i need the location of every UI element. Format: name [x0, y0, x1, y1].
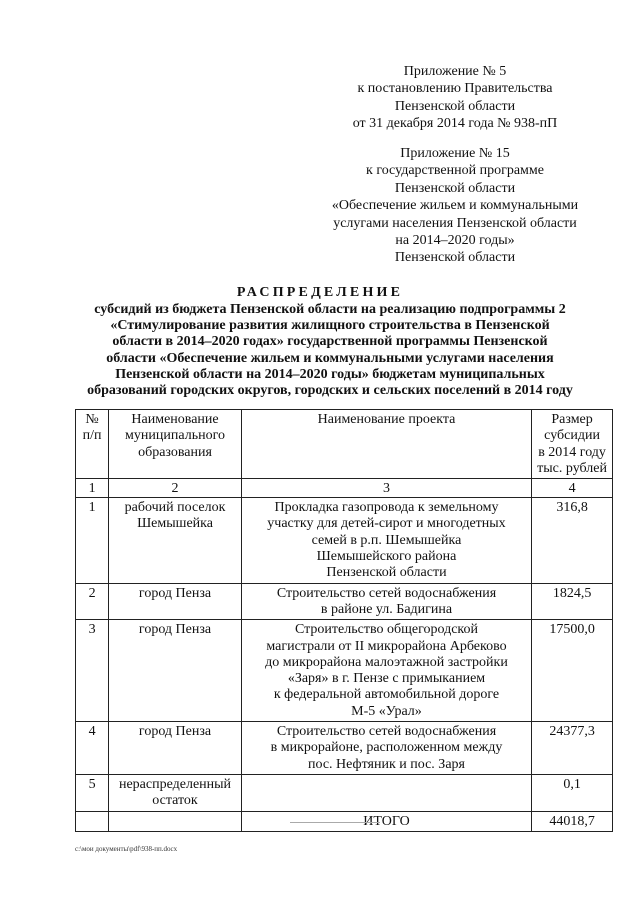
cell-line: до микрорайона малоэтажной застройки [265, 654, 508, 670]
cell-line: город Пенза [138, 585, 212, 601]
header-text: субсидии [544, 428, 600, 444]
header-text: Размер [551, 412, 593, 427]
table-row [76, 498, 613, 583]
row-amount: 0,1 [532, 774, 613, 811]
cell-line: пос. Нефтяник и пос. Заря [307, 756, 465, 772]
row-amount: 316,8 [532, 498, 613, 583]
row-municipality [109, 620, 242, 722]
annex-line: от 31 декабря 2014 года № 938-пП [352, 116, 558, 132]
row-municipality [109, 774, 242, 811]
row-municipality [109, 498, 242, 583]
annex-line: к постановлению Правительства [357, 81, 553, 97]
annex-line: Пензенской области [394, 250, 516, 266]
annex-line: Приложение № 5 [403, 64, 507, 79]
document-title: РАСПРЕДЕЛЕНИЕ [236, 285, 404, 300]
header-text: в 2014 году [538, 444, 606, 460]
header-text: Наименование проекта [317, 412, 456, 427]
row-project [241, 583, 531, 620]
cell-line: магистрали от II микрорайона Арбеково [266, 638, 507, 654]
column-index: 1 [76, 479, 109, 498]
subsidy-table [75, 409, 613, 832]
cell-line: «Заря» в г. Пензе с примыканием [287, 671, 486, 687]
header-text: Наименование [131, 412, 219, 427]
document-subtitle [70, 302, 590, 399]
header-project [241, 410, 531, 479]
file-path: c:\мои документы\pdf\938-пп.docx [75, 845, 178, 853]
row-project [241, 498, 531, 583]
row-project [241, 722, 531, 775]
annex-line: «Обеспечение жильем и коммунальными [331, 198, 579, 214]
table-header-row [76, 410, 613, 479]
cell-line: город Пенза [138, 622, 212, 638]
row-num: 2 [76, 583, 109, 620]
header-text: № [85, 412, 99, 427]
subtitle-line: Пензенской области на 2014–2020 годы» бюджетам муниципальных [115, 366, 545, 382]
cell-line: Прокладка газопровода к земельному [274, 500, 499, 516]
cell-line: в микрорайоне, расположенном между [270, 740, 503, 756]
cell-line: Шемышейка [137, 516, 213, 532]
header-text: образования [138, 444, 212, 460]
header-text: п/п [82, 428, 102, 444]
subtitle-line: субсидий из бюджета Пензенской области на реализацию подпрограммы 2 [94, 302, 566, 317]
cell-line: участку для детей-сирот и многодетных [267, 516, 506, 532]
row-project [241, 774, 531, 811]
header-text: муниципального [125, 428, 225, 444]
row-amount: 17500,0 [532, 620, 613, 722]
row-num: 5 [76, 774, 109, 811]
column-index-row [76, 479, 613, 498]
cell-line: остаток [152, 793, 198, 809]
cell-line: город Пенза [138, 724, 212, 740]
table-row [76, 620, 613, 722]
subtitle-line: образований городских округов, городских и сельских поселений в 2014 году [87, 383, 573, 399]
header-num [76, 410, 109, 479]
annex-line: услугами населения Пензенской области [333, 215, 577, 231]
cell-line: Строительство общегородской [294, 622, 478, 638]
row-num: 1 [76, 498, 109, 583]
row-num: 3 [76, 620, 109, 722]
annex-line: на 2014–2020 годы» [395, 233, 515, 249]
header-municipality [109, 410, 242, 479]
annex-header-main [290, 63, 620, 133]
annex-header-program [290, 145, 620, 267]
annex-line: к государственной программе [366, 163, 544, 179]
annex-line: Пензенской области [394, 180, 516, 196]
cell-line: нераспределенный [118, 776, 232, 792]
cell-line: Пензенской области [326, 565, 447, 581]
subtitle-line: области «Обеспечение жильем и коммунальными услугами населения [106, 350, 554, 366]
cell-line: Шемышейского района [316, 549, 457, 565]
footer-divider [290, 822, 380, 823]
subtitle-line: области в 2014–2020 годах» государственной программы Пензенской [112, 334, 548, 350]
row-amount: 24377,3 [532, 722, 613, 775]
cell-line: Строительство сетей водоснабжения [276, 724, 497, 740]
table-row [76, 583, 613, 620]
cell-line: рабочий поселок [124, 500, 226, 516]
annex-line: Приложение № 15 [400, 146, 510, 161]
header-amount [532, 410, 613, 479]
cell-line: Строительство сетей водоснабжения [276, 585, 497, 601]
total-label: ИТОГО [241, 811, 531, 831]
table-row [76, 722, 613, 775]
row-amount: 1824,5 [532, 583, 613, 620]
total-amount: 44018,7 [532, 811, 613, 831]
cell-line: в районе ул. Бадигина [320, 601, 453, 617]
header-text: тыс. рублей [537, 460, 607, 476]
column-index: 4 [532, 479, 613, 498]
cell-line: к федеральной автомобильной дороге [273, 687, 500, 703]
column-index: 2 [109, 479, 242, 498]
row-municipality [109, 722, 242, 775]
total-empty-cell [76, 811, 109, 831]
cell-line: М-5 «Урал» [351, 703, 422, 719]
row-municipality [109, 583, 242, 620]
subtitle-line: «Стимулирование развития жилищного строительства в Пензенской [110, 318, 550, 334]
table-row [76, 774, 613, 811]
row-num: 4 [76, 722, 109, 775]
column-index: 3 [241, 479, 531, 498]
row-project [241, 620, 531, 722]
cell-line: семей в р.п. Шемышейка [311, 532, 462, 548]
annex-line: Пензенской области [394, 98, 516, 114]
total-empty-cell [109, 811, 242, 831]
